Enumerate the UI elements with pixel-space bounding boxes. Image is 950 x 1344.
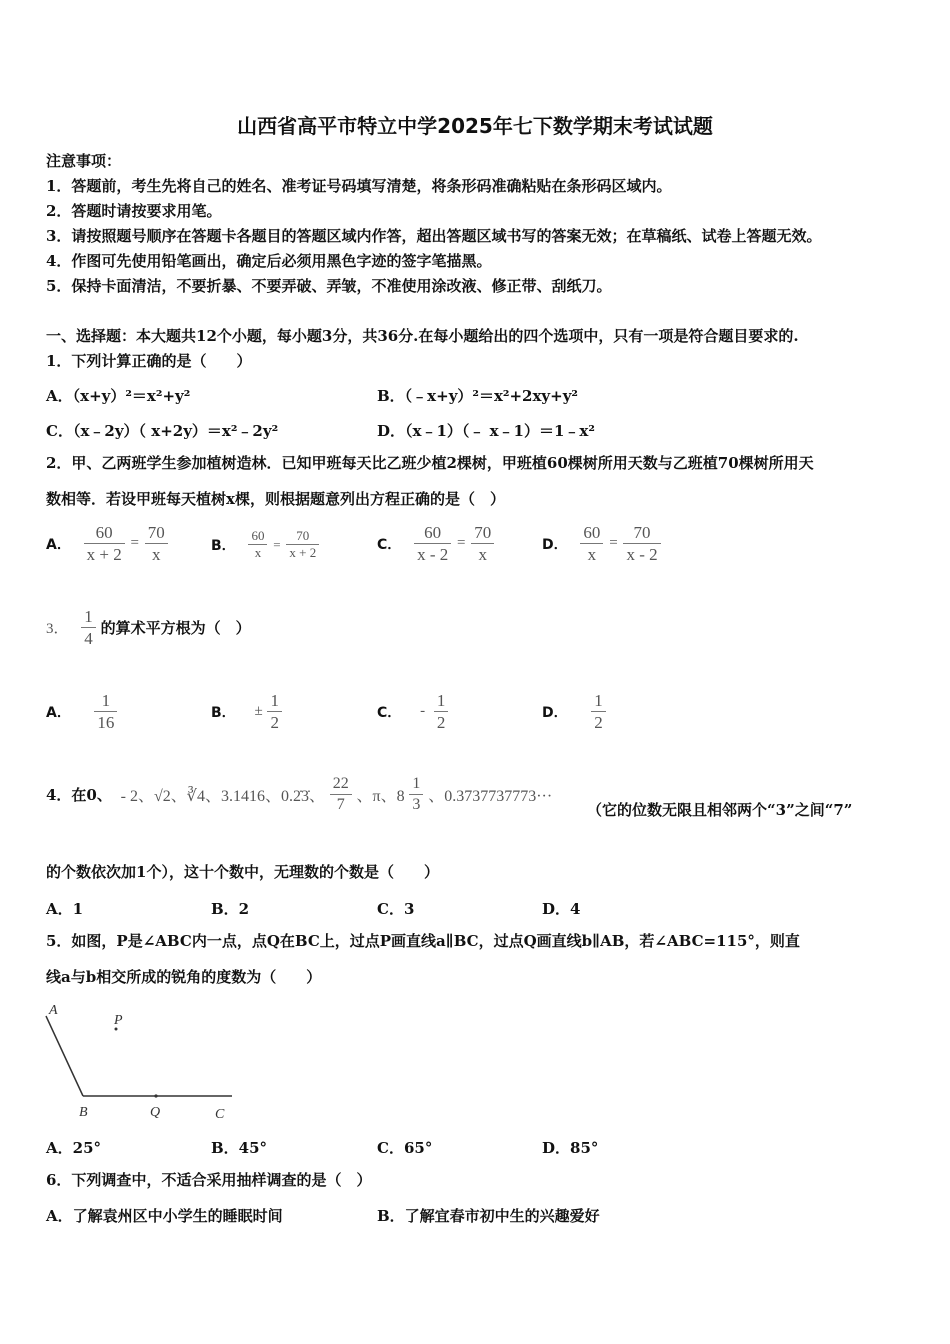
q3-c-num: 1 bbox=[434, 690, 449, 712]
q4-number: 4．在0、 bbox=[46, 786, 112, 804]
q4-mixed-num: 1 bbox=[409, 774, 423, 795]
q4-stem-line2: 的个数依次加1个），这十个数中，无理数的个数是（ ） bbox=[46, 863, 439, 881]
q2-option-b[interactable] bbox=[211, 528, 319, 562]
q4-mixed-fraction bbox=[409, 774, 423, 815]
label-q: Q bbox=[150, 1105, 161, 1120]
q3-option-c-label: C． bbox=[377, 704, 402, 721]
q3-d-num: 1 bbox=[591, 690, 606, 712]
q2-d-right-fraction bbox=[623, 522, 660, 566]
q2-b-left-num: 60 bbox=[248, 528, 267, 545]
q2-d-equals: = bbox=[609, 535, 618, 552]
q3-number: 3． bbox=[46, 621, 69, 638]
q3-stem bbox=[46, 606, 251, 650]
q2-a-left-fraction bbox=[84, 522, 125, 566]
section-heading: 一、选择题：本大题共12个小题，每小题3分，共36分.在每小题给出的四个选项中，只有一项是符合题目要求的. bbox=[46, 327, 799, 345]
q1-option-d[interactable]: D．（x﹣1）（﹣ x﹣1）＝1﹣x² bbox=[377, 422, 595, 440]
q2-option-c-label: C． bbox=[377, 536, 402, 553]
q5-option-b[interactable]: B．45° bbox=[211, 1139, 268, 1157]
label-p: P bbox=[114, 1013, 123, 1028]
q2-a-left-den: x + 2 bbox=[86, 545, 122, 565]
q4-number-list-1: - 2、√2、∛4、3.1416、0.2̇3̇、 bbox=[120, 788, 325, 805]
q3-stem-num: 1 bbox=[84, 607, 93, 626]
q2-c-right-num: 70 bbox=[471, 522, 494, 544]
q4-option-a[interactable]: A．1 bbox=[46, 900, 84, 918]
q3-a-den: 16 bbox=[97, 713, 115, 733]
q4-mixed-den: 3 bbox=[412, 796, 421, 813]
q5-stem-line1: 5．如图，P是∠ABC内一点，点Q在BC上，过点P画直线a∥BC，过点Q画直线b∥AB，若∠ABC=115°，则直 bbox=[46, 932, 800, 950]
q4-option-d[interactable]: D．4 bbox=[542, 900, 581, 918]
q2-c-right-fraction bbox=[471, 522, 494, 566]
q2-stem-line1: 2．甲、乙两班学生参加植树造林．已知甲班每天比乙班少植2棵树，甲班植60棵树所用天数与乙班植70棵树所用天 bbox=[46, 454, 814, 472]
q5-stem-line2: 线a与b相交所成的锐角的度数为（ ） bbox=[46, 968, 322, 986]
q2-d-right-num: 70 bbox=[623, 522, 660, 544]
q5-option-c[interactable]: C．65° bbox=[377, 1139, 433, 1157]
q3-option-b[interactable] bbox=[211, 690, 282, 734]
notice-item-1: 1．答题前，考生先将自己的姓名、准考证号码填写清楚，将条形码准确粘贴在条形码区域内。 bbox=[46, 177, 672, 195]
q4-fraction-num: 22 bbox=[330, 774, 352, 795]
q2-option-a[interactable] bbox=[46, 522, 168, 566]
q1-option-b[interactable]: B．（﹣x+y）²＝x²+2xy+y² bbox=[377, 387, 579, 405]
q1-option-a[interactable]: A．（x+y）²＝x²+y² bbox=[46, 387, 191, 405]
q6-stem: 6．下列调查中，不适合采用抽样调查的是（ ） bbox=[46, 1171, 372, 1189]
q2-c-right-den: x bbox=[478, 545, 488, 565]
q2-d-left-den: x bbox=[587, 545, 597, 565]
q4-stem bbox=[46, 774, 552, 815]
notice-item-2: 2．答题时请按要求用笔。 bbox=[46, 202, 222, 220]
q3-b-den: 2 bbox=[270, 713, 279, 733]
q6-option-a[interactable]: A．了解袁州区中小学生的睡眠时间 bbox=[46, 1207, 283, 1225]
q2-a-equals: = bbox=[130, 535, 139, 552]
notice-item-3: 3．请按照题号顺序在答题卡各题目的答题区域内作答，超出答题区域书写的答案无效；在草稿纸、试卷上答题无效。 bbox=[46, 227, 822, 245]
q2-b-equals: = bbox=[273, 536, 281, 552]
q2-d-left-num: 60 bbox=[580, 522, 603, 544]
q2-b-left-den: x bbox=[254, 545, 262, 561]
notice-item-4: 4．作图可先使用铅笔画出，确定后必须用黑色字迹的签字笔描黑。 bbox=[46, 252, 492, 270]
q3-c-fraction bbox=[434, 690, 449, 734]
q2-option-b-label: B． bbox=[211, 537, 236, 554]
q2-a-left-num: 60 bbox=[84, 522, 125, 544]
q2-c-equals: = bbox=[457, 535, 466, 552]
q2-b-left-fraction bbox=[248, 528, 267, 562]
label-c: C bbox=[215, 1107, 225, 1122]
q4-option-b[interactable]: B．2 bbox=[211, 900, 250, 918]
q3-option-d[interactable] bbox=[542, 690, 606, 734]
notice-heading: 注意事项： bbox=[46, 152, 122, 170]
q3-option-a-label: A． bbox=[46, 704, 71, 721]
q3-stem-text: 的算术平方根为（ ） bbox=[100, 619, 251, 638]
q3-d-den: 2 bbox=[594, 713, 603, 733]
q1-stem: 1．下列计算正确的是（ ） bbox=[46, 352, 252, 370]
q2-d-left-fraction bbox=[580, 522, 603, 566]
q5-option-a[interactable]: A．25° bbox=[46, 1139, 102, 1157]
q5-figure bbox=[40, 998, 240, 1126]
q2-c-left-den: x - 2 bbox=[417, 545, 449, 565]
q3-option-a[interactable] bbox=[46, 690, 117, 734]
q4-number-list-3: 、0.3737737773··· bbox=[428, 788, 553, 805]
q3-option-c[interactable] bbox=[377, 690, 448, 734]
q2-b-right-num: 70 bbox=[286, 528, 319, 545]
q2-a-right-den: x bbox=[152, 545, 161, 565]
q2-b-right-den: x + 2 bbox=[289, 545, 317, 561]
q4-stem-tail: （它的位数无限且相邻两个“3”之间“7” bbox=[587, 801, 853, 819]
q3-c-den: 2 bbox=[436, 713, 446, 733]
notice-item-5: 5．保持卡面清洁，不要折暴、不要弄破、弄皱，不准使用涂改液、修正带、刮纸刀。 bbox=[46, 277, 612, 295]
point-q bbox=[154, 1094, 157, 1097]
label-a: A bbox=[49, 1003, 58, 1018]
q3-b-prefix: ± bbox=[254, 703, 263, 720]
q3-stem-fraction bbox=[81, 606, 96, 650]
q3-option-b-label: B． bbox=[211, 704, 236, 721]
q4-number-list-2: 、π、8 bbox=[356, 788, 405, 805]
q2-b-right-fraction bbox=[286, 528, 319, 562]
q1-option-c[interactable]: C．（x﹣2y）（ x+2y）＝x²﹣2y² bbox=[46, 422, 279, 440]
label-b: B bbox=[79, 1105, 88, 1120]
q3-b-num: 1 bbox=[267, 690, 282, 712]
q2-option-a-label: A． bbox=[46, 536, 71, 553]
q2-a-right-fraction bbox=[145, 522, 168, 566]
q3-d-fraction bbox=[591, 690, 606, 734]
q2-option-c[interactable] bbox=[377, 522, 494, 566]
q3-option-d-label: D． bbox=[542, 704, 568, 721]
q5-option-d[interactable]: D．85° bbox=[542, 1139, 599, 1157]
q2-a-right-num: 70 bbox=[145, 522, 168, 544]
page-title: 山西省高平市特立中学2025年七下数学期末考试试题 bbox=[237, 114, 713, 138]
ray-ba bbox=[46, 1016, 83, 1096]
q3-a-num: 1 bbox=[94, 690, 117, 712]
q6-option-b[interactable]: B．了解宜春市初中生的兴趣爱好 bbox=[377, 1207, 600, 1225]
q4-option-c[interactable]: C．3 bbox=[377, 900, 415, 918]
q2-c-left-num: 60 bbox=[414, 522, 451, 544]
q2-stem-line2: 数相等．若设甲班每天植树x棵，则根据题意列出方程正确的是（ ） bbox=[46, 490, 505, 508]
q2-option-d-label: D． bbox=[542, 536, 568, 553]
q4-fraction-den: 7 bbox=[336, 796, 345, 813]
q3-a-fraction bbox=[94, 690, 117, 734]
q4-fraction-22-7 bbox=[330, 774, 352, 815]
q2-option-d[interactable] bbox=[542, 522, 661, 566]
q2-d-right-den: x - 2 bbox=[626, 545, 658, 565]
q3-b-fraction bbox=[267, 690, 282, 734]
q3-stem-den: 4 bbox=[81, 627, 96, 649]
q2-c-left-fraction bbox=[414, 522, 451, 566]
q3-c-prefix: - bbox=[420, 703, 426, 720]
